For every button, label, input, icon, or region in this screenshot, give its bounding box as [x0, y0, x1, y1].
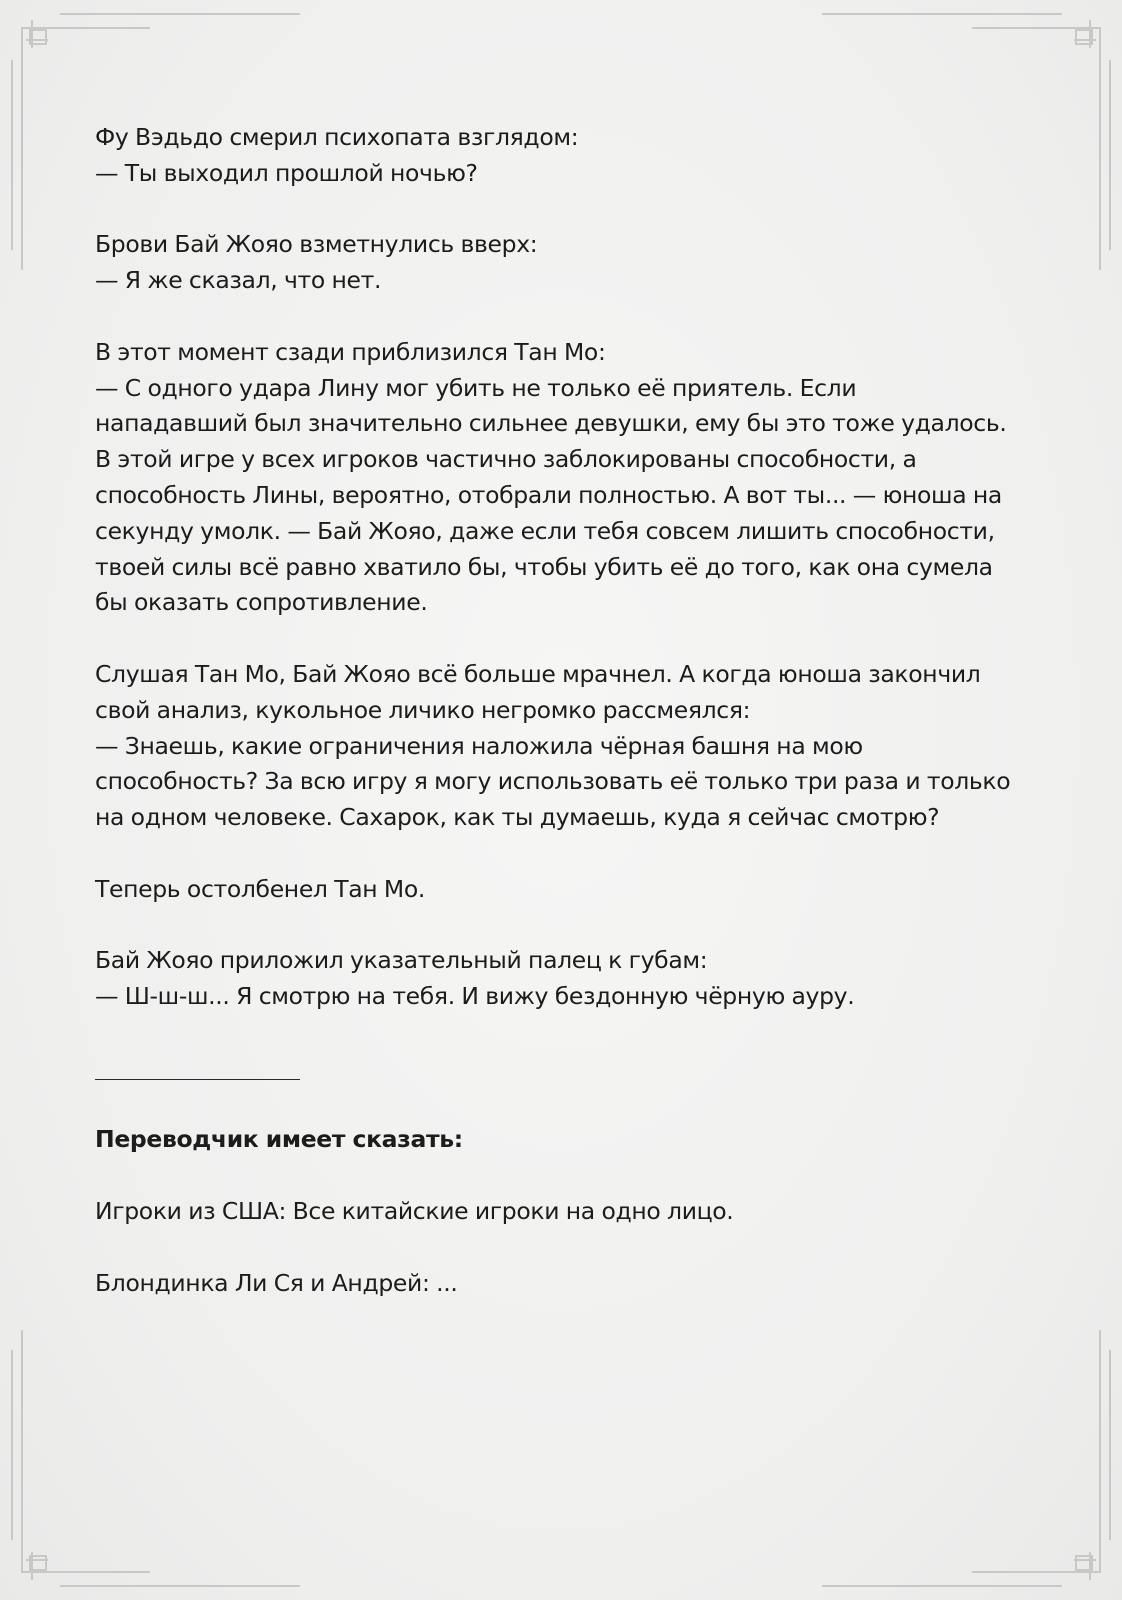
paragraph — [95, 943, 1035, 1015]
translator-note: Игроки из США: Все китайские игроки на одно лицо. — [95, 1196, 734, 1225]
text-line: способность Лины, вероятно, отобрали полностью. А вот ты... — юноша на — [95, 480, 1002, 509]
text-line: на одном человеке. Сахарок, как ты думаешь, куда я сейчас смотрю? — [95, 803, 940, 832]
text-line: — Я же сказал, что нет. — [95, 266, 382, 295]
paragraph — [95, 120, 1035, 192]
paragraph — [95, 335, 1035, 621]
paragraph — [95, 872, 1035, 908]
paragraph — [95, 227, 1035, 299]
text-line: нападавший был значительно сильнее девушки, ему бы это тоже удалось. — [95, 409, 1007, 438]
text-line: Фу Вэдьдо смерил психопата взглядом: — [95, 123, 579, 151]
paragraph — [95, 657, 1035, 836]
divider-line — [95, 1079, 300, 1081]
text-line: бы оказать сопротивление. — [95, 588, 428, 617]
text-line: — Знаешь, какие ограничения наложила чёрная башня на мою — [95, 731, 863, 760]
text-line: — С одного удара Лину мог убить не только её приятель. Если — [95, 373, 857, 402]
text-line: Слушая Тан Мо, Бай Жояо всё больше мрачнел. А когда юноша закончил — [95, 659, 981, 688]
text-line: В этот момент сзади приблизился Тан Мо: — [95, 337, 606, 366]
text-line: Теперь остолбенел Тан Мо. — [95, 874, 425, 903]
text-line: Бай Жояо приложил указательный палец к губам: — [95, 946, 708, 975]
translator-note: Блондинка Ли Ся и Андрей: ... — [95, 1268, 458, 1297]
text-line: — Ш-ш-ш... Я смотрю на тебя. И вижу бездонную чёрную ауру. — [95, 982, 855, 1011]
text-line: твоей силы всё равно хватило бы, чтобы убить её до того, как она сумела — [95, 552, 993, 581]
text-line: способность? За всю игру я могу использовать её только три раза и только — [95, 767, 1011, 796]
text-line: секунду умолк. — Бай Жояо, даже если тебя совсем лишить способности, — [95, 516, 995, 545]
section-divider — [95, 1051, 1035, 1087]
document-body — [95, 120, 1035, 1337]
text-line: — Ты выходил прошлой ночью? — [95, 158, 478, 187]
text-line: В этой игре у всех игроков частично заблокированы способности, а — [95, 445, 917, 474]
text-line: Брови Бай Жояо взметнулись вверх: — [95, 230, 538, 259]
translator-heading: Переводчик имеет сказать: — [95, 1125, 463, 1154]
text-line: свой анализ, кукольное личико негромко рассмеялся: — [95, 695, 751, 724]
